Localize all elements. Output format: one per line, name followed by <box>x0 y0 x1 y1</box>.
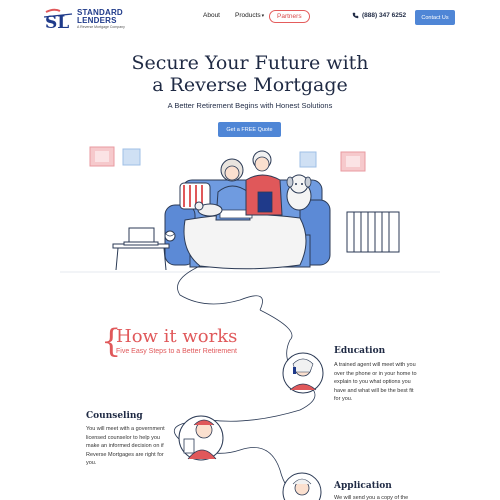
nav-link-about[interactable]: About <box>203 12 220 19</box>
brand-name-line2: LENDERS <box>77 15 117 25</box>
left-frame-icon <box>90 147 114 166</box>
how-it-works-bracket-icon: { <box>101 322 122 360</box>
steps-path-illustration <box>0 300 500 500</box>
phone-link[interactable] <box>352 12 406 19</box>
nav-link-products[interactable] <box>235 12 264 19</box>
hero-title-line1: Secure Your Future with <box>131 52 369 74</box>
svg-text:SL: SL <box>45 13 70 30</box>
nav-link-products-label: Products <box>235 12 261 19</box>
brand-tagline: A Reverse Mortgage Company <box>77 24 125 29</box>
top-navigation <box>0 0 500 36</box>
brand-wordmark <box>77 9 125 30</box>
step-counseling-title: Counseling <box>86 411 143 421</box>
blanket-icon <box>184 214 306 268</box>
how-it-works-subtitle: Five Easy Steps to a Better Retirement <box>116 348 237 355</box>
right-frame-small-icon <box>300 152 316 167</box>
left-frame-small-icon <box>123 149 140 165</box>
hero-illustration <box>0 140 500 310</box>
yarn-ball-icon <box>165 231 175 241</box>
hero-title <box>0 52 500 96</box>
hero-title-line2: a Reverse Mortgage <box>152 74 348 96</box>
right-frame-icon <box>341 152 365 171</box>
hero-subtitle: A Better Retirement Begins with Honest Solutions <box>167 101 333 110</box>
laptop-icon <box>124 228 158 245</box>
dog-icon <box>287 175 311 210</box>
step-education-text: A trained agent will meet with you over the phone or in your home to explain to you what options you have and what will be the best fit for you. <box>334 362 417 403</box>
side-table-icon <box>113 244 169 270</box>
step-application-title: Application <box>334 481 392 491</box>
chevron-down-icon: ▾ <box>261 13 265 19</box>
step-counseling-text: You will meet with a government licensed counselor to help you make an informed decision on if Reverse Mortgages are right for you. <box>86 426 165 467</box>
application-avatar-icon <box>280 470 324 500</box>
phone-number: (888) 347 6252 <box>362 12 407 19</box>
step-education-title: Education <box>334 346 386 356</box>
brand-name-line1: STANDARD <box>77 7 123 17</box>
grandfather-icon <box>246 151 282 215</box>
brand-logo-mark <box>44 8 74 30</box>
counseling-avatar-icon <box>176 413 226 463</box>
education-avatar-icon <box>280 350 326 396</box>
step-application-text: We will send you a copy of the <box>334 495 409 500</box>
radiator-icon <box>347 212 399 252</box>
contact-us-button[interactable]: Contact Us <box>415 10 455 25</box>
phone-icon <box>352 12 359 19</box>
get-free-quote-button[interactable]: Get a FREE Quote <box>218 122 281 137</box>
how-it-works-title: How it works <box>116 326 238 347</box>
brand-logo[interactable] <box>44 8 125 30</box>
nav-link-partners[interactable]: Partners <box>269 10 310 23</box>
